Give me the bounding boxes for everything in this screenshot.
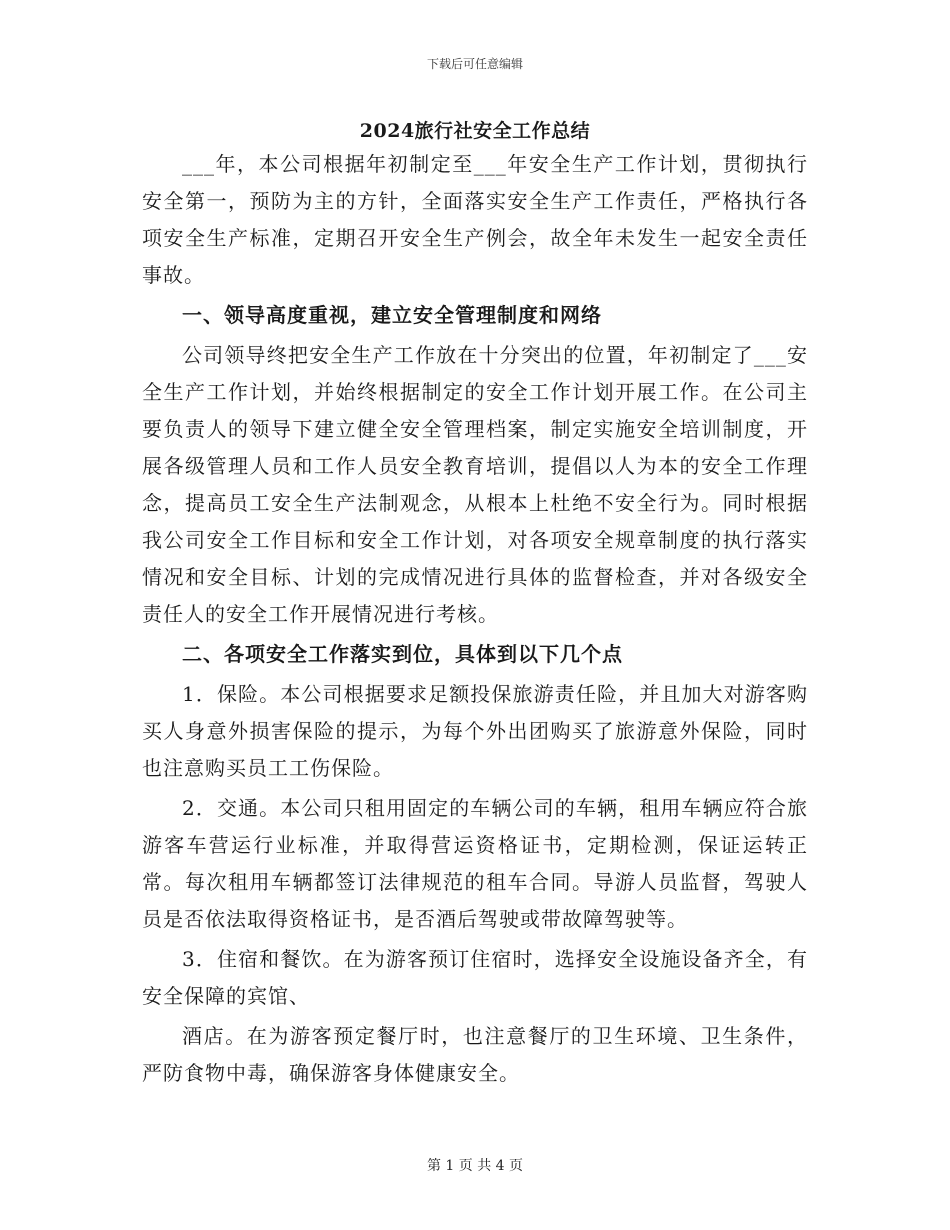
page-header-note: 下载后可任意编辑	[426, 57, 523, 71]
document-body	[142, 146, 808, 1092]
item-insurance-paragraph: 1．保险。本公司根据要求足额投保旅游责任险，并且加大对游客购买人身意外损害保险的提示，为每个外出团购买了旅游意外保险，同时也注意购买员工工伤保险。	[142, 682, 808, 780]
section-1-paragraph: 公司领导终把安全生产工作放在十分突出的位置，年初制定了___安全生产工作计划，并始终根据制定的安全工作计划开展工作。在公司主要负责人的领导下建立健全安全管理档案，制定实施安全培训制度，开展各级管理人员和工作人员安全教育培训，提倡以人为本的安全工作理念，提高员工安全生产法制观念，从根本上杜绝不安全行为。同时根据我公司安全工作目标和安全工作计划，对各项安全规章制度的执行落实情况和安全目标、计划的完成情况进行具体的监督检查，并对各级安全责任人的安全工作开展情况进行考核。	[142, 343, 808, 626]
intro-paragraph: ___年，本公司根据年初制定至___年安全生产工作计划，贯彻执行安全第一，预防为主的方针，全面落实安全生产工作责任，严格执行各项安全生产标准，定期召开安全生产例会，故全年未发生一起安全责任事故。	[142, 152, 808, 287]
item-dining-paragraph: 酒店。在为游客预定餐厅时，也注意餐厅的卫生环境、卫生条件，严防食物中毒，确保游客身体健康安全。	[142, 1024, 808, 1085]
document-title: 2024旅行社安全工作总结	[359, 120, 591, 142]
page-number-footer: 第 1 页 共 4 页	[426, 1158, 524, 1174]
item-lodging-paragraph: 3．住宿和餐饮。在为游客预订住宿时，选择安全设施设备齐全，有安全保障的宾馆、	[142, 947, 808, 1008]
section-heading-1: 一、领导高度重视，建立安全管理制度和网络	[182, 303, 602, 327]
item-transport-paragraph: 2．交通。本公司只租用固定的车辆公司的车辆，租用车辆应符合旅游客车营运行业标准，并取得营运资格证书，定期检测，保证运转正常。每次租用车辆都签订法律规范的租车合同。导游人员监督，驾驶人员是否依法取得资格证书，是否酒后驾驶或带故障驾驶等。	[142, 796, 808, 931]
section-heading-2: 二、各项安全工作落实到位，具体到以下几个点	[182, 642, 623, 666]
